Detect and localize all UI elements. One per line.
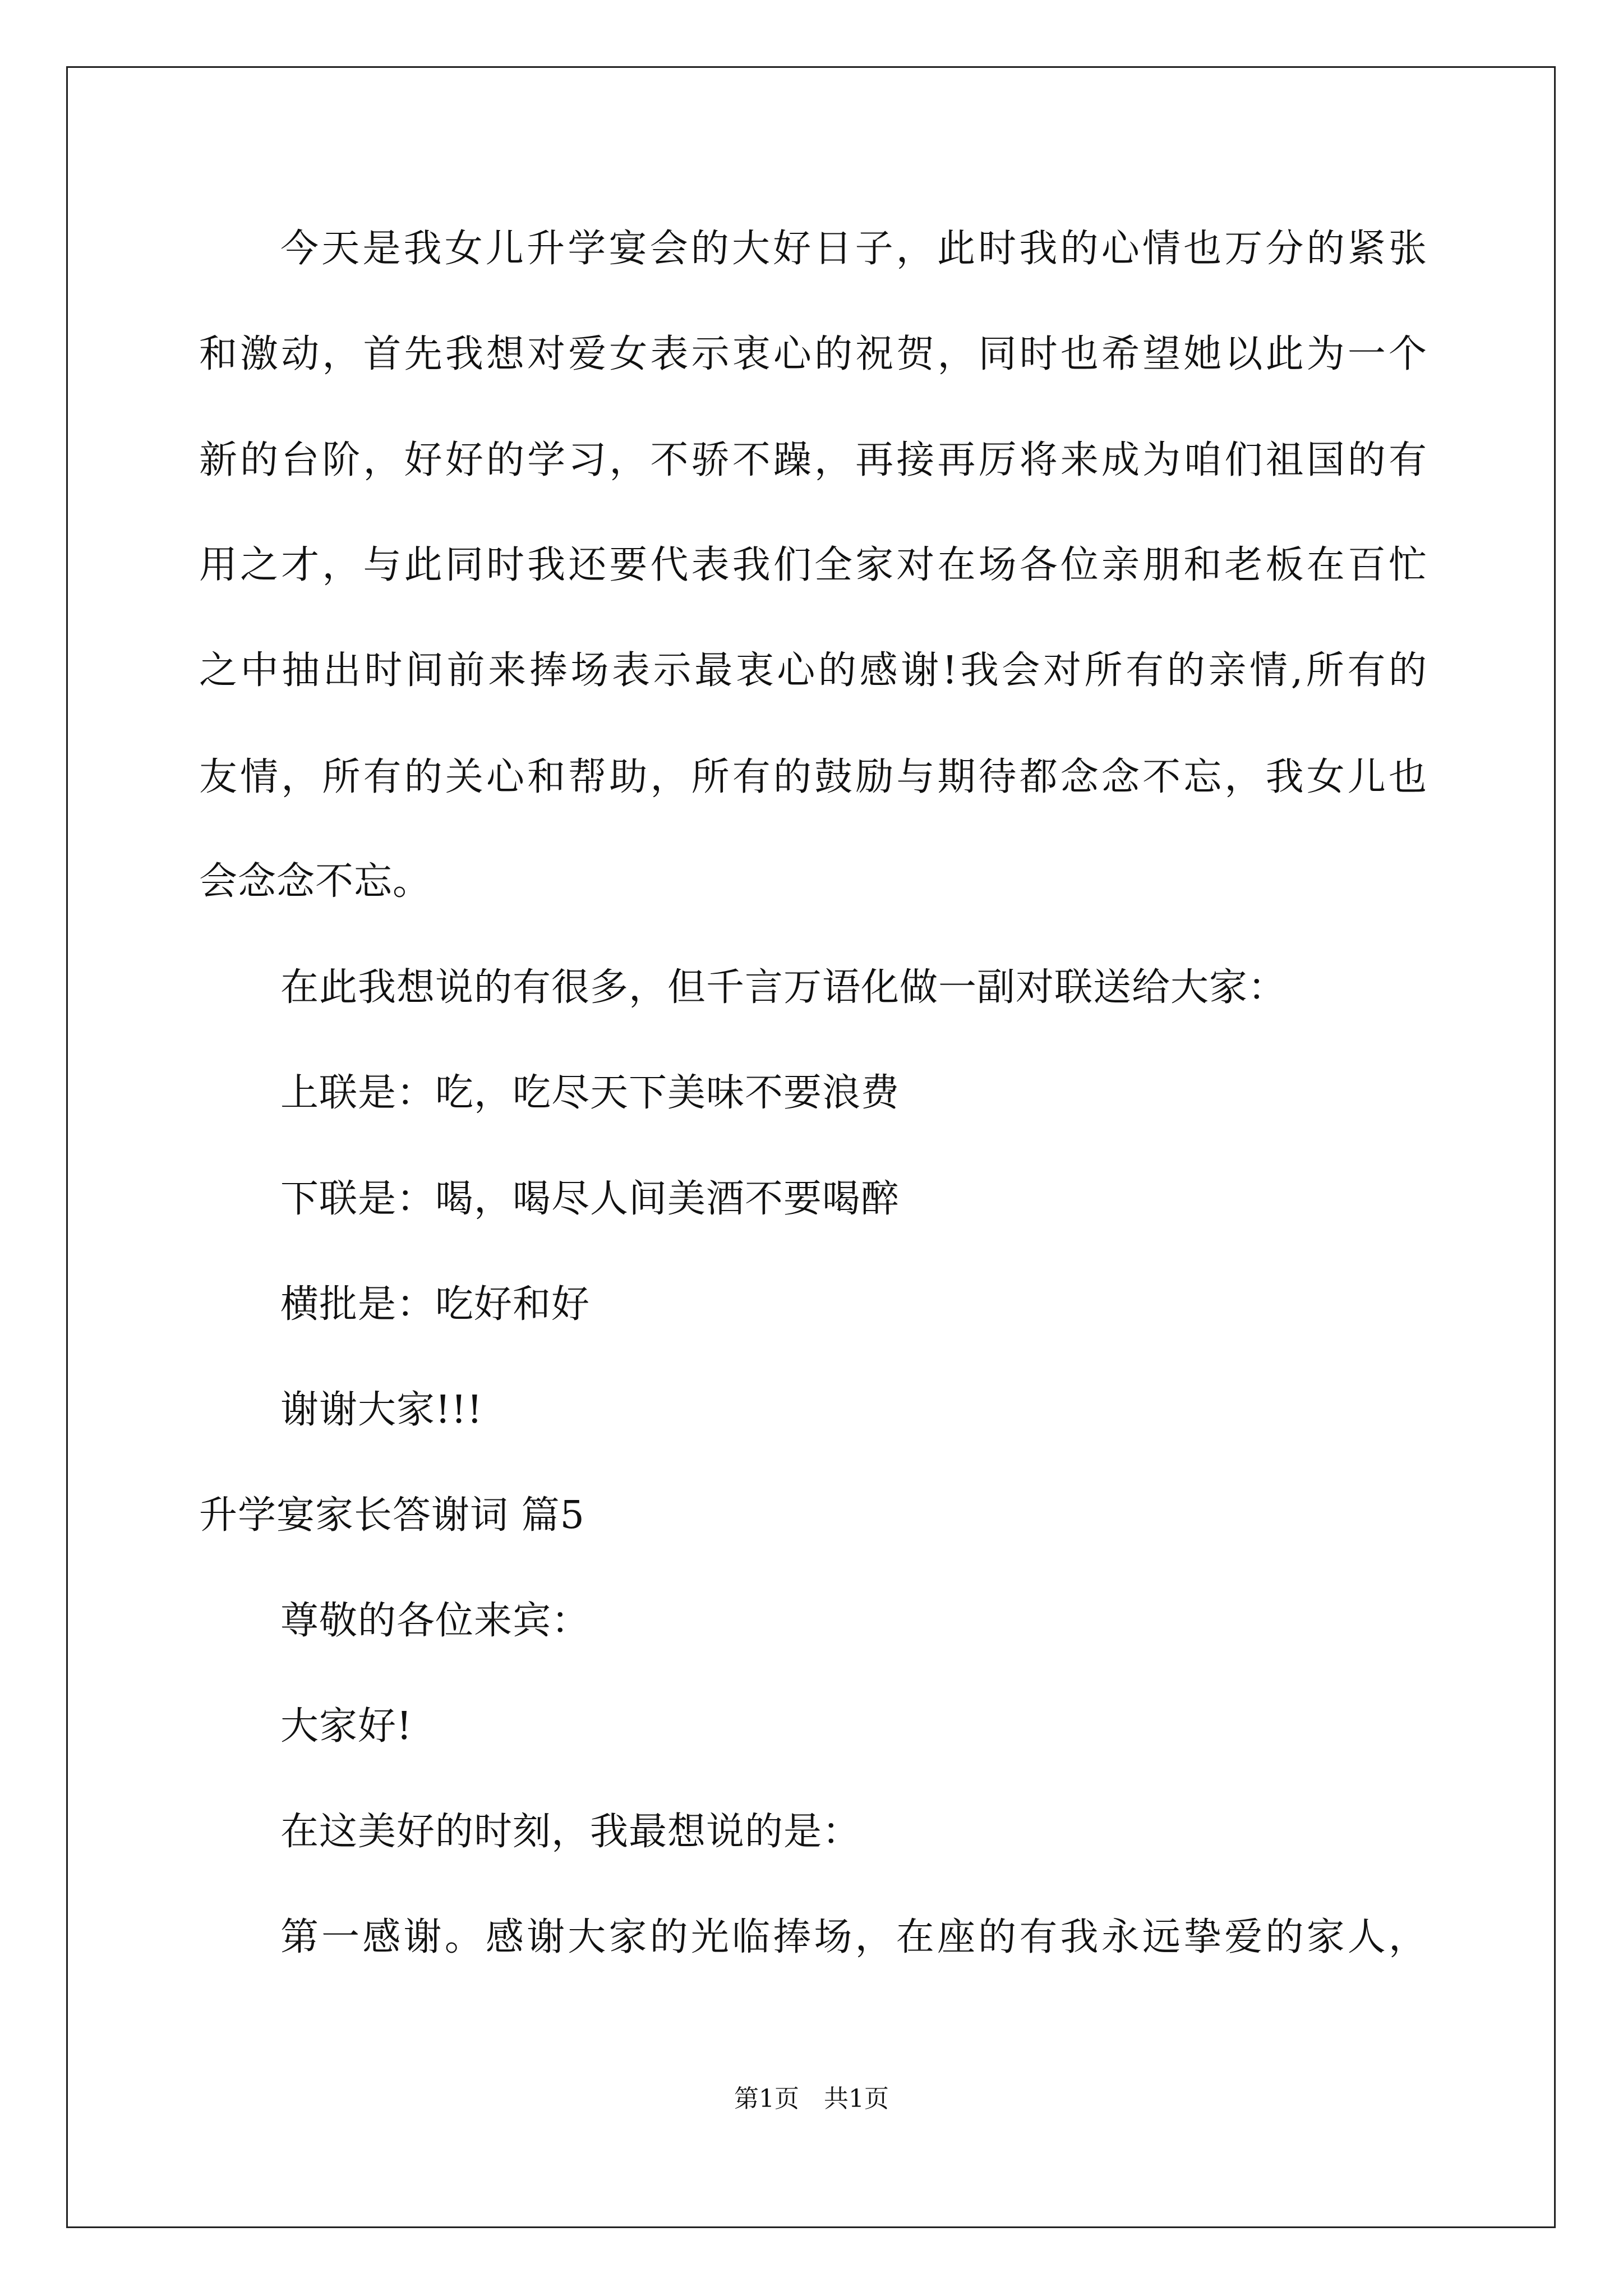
paragraph-line: 会念念不忘。 — [199, 859, 432, 904]
page-border — [66, 66, 1556, 2228]
section-heading: 升学宴家长答谢词 篇5 — [199, 1493, 585, 1538]
paragraph-line: 第一感谢。感谢大家的光临捧场，在座的有我永远挚爱的家人， — [280, 1915, 1427, 1959]
paragraph-line: 在这美好的时刻，我最想说的是： — [280, 1810, 861, 1854]
greeting: 大家好! — [280, 1704, 413, 1749]
paragraph-line: 用之才，与此同时我还要代表我们全家对在场各位亲朋和老板在百忙 — [199, 543, 1427, 587]
page-number-current: 第1页 — [734, 2085, 799, 2113]
paragraph-line: 今天是我女儿升学宴会的大好日子，此时我的心情也万分的紧张 — [280, 227, 1427, 271]
page-footer — [0, 2087, 1623, 2111]
salutation: 尊敬的各位来宾： — [280, 1599, 591, 1643]
couplet-lower: 下联是：喝，喝尽人间美酒不要喝醉 — [280, 1177, 900, 1221]
couplet-upper: 上联是：吃，吃尽天下美味不要浪费 — [280, 1071, 900, 1115]
couplet-horizontal: 横批是：吃好和好 — [280, 1282, 591, 1327]
page-number-total: 共1页 — [824, 2085, 889, 2113]
paragraph-line: 友情，所有的关心和帮助，所有的鼓励与期待都念念不忘，我女儿也 — [199, 755, 1427, 799]
thanks-line: 谢谢大家!!! — [280, 1388, 483, 1432]
paragraph-line: 和激动，首先我想对爱女表示衷心的祝贺，同时也希望她以此为一个 — [199, 332, 1427, 376]
paragraph-line: 在此我想说的有很多，但千言万语化做一副对联送给大家： — [280, 965, 1287, 1010]
paragraph-line: 新的台阶，好好的学习，不骄不躁，再接再厉将来成为咱们祖国的有 — [199, 438, 1427, 482]
paragraph-line: 之中抽出时间前来捧场表示最衷心的感谢!我会对所有的亲情,所有的 — [199, 648, 1427, 693]
